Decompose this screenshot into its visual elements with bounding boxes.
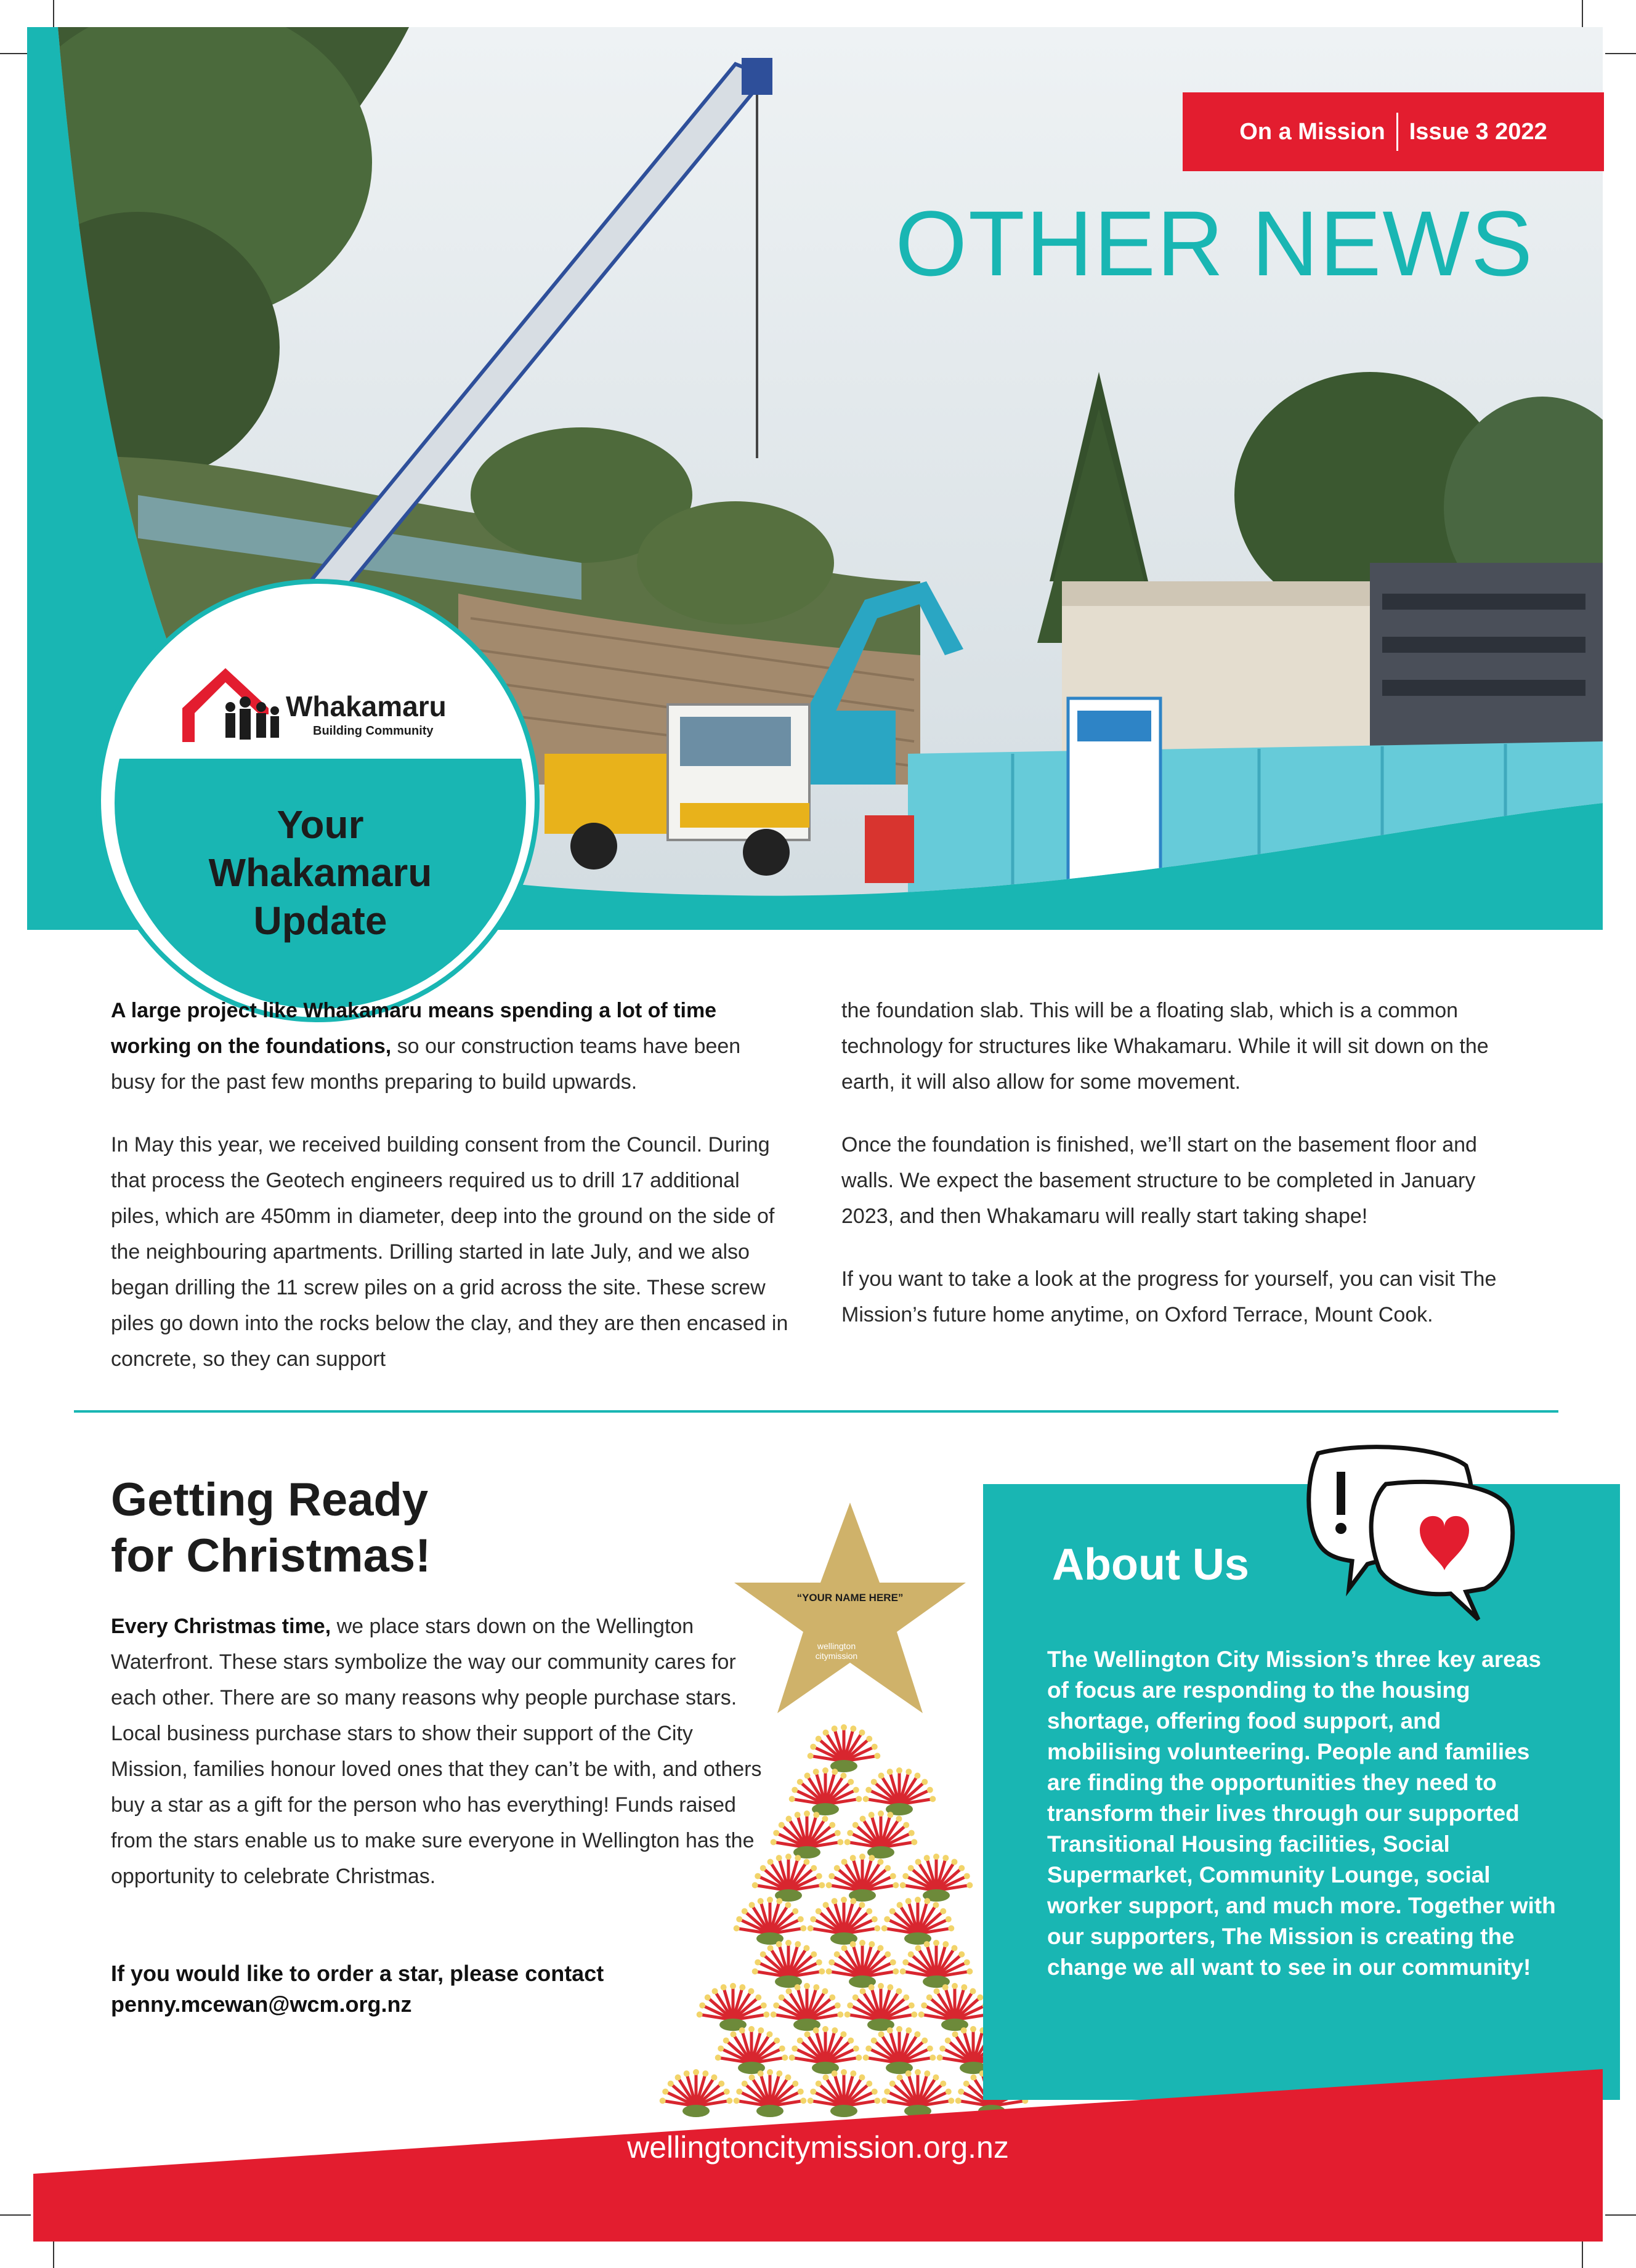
about-body: The Wellington City Mission’s three key areas of focus are responding to the housing shortage, offering food support, and mobilising volunteering. People and families are finding the opportunities they need to transform their lives through our supported Transitional Housing facilities, Social Supermarket, Community Lounge, social worker support, and much more. Together with our supporters, The Mission is creating the change we all want to see in our community! — [1047, 1647, 1556, 1980]
whakamaru-logo-icon — [176, 665, 287, 745]
pohutukawa-flower-icon — [789, 1767, 862, 1815]
christmas-heading-line: Getting Ready — [111, 1474, 429, 1526]
star-label: “YOUR NAME HERE” — [796, 1592, 904, 1604]
speech-bubble-heart-icon — [1294, 1435, 1528, 1644]
article-lead-rest: so our construction teams have been busy for the past few months preparing to build upwards. — [111, 1035, 741, 1094]
pohutukawa-flower-icon — [771, 1983, 844, 2031]
pohutukawa-flower-icon — [826, 1854, 899, 1902]
christmas-lead: Every Christmas time, — [111, 1615, 331, 1638]
star-icon — [734, 1503, 966, 1713]
badge-title: Your Whakamaru Update — [208, 802, 432, 943]
pohutukawa-flower-icon — [734, 1897, 807, 1945]
article-lead: A large project like Whakamaru means spending a lot of time working on the foundations, — [111, 999, 717, 1058]
pohutukawa-flower-icon — [697, 1983, 770, 2031]
christmas-heading — [111, 1472, 604, 1584]
star-logo-line: wellington — [817, 1641, 856, 1651]
article-paragraph: In May this year, we received building consent from the Council. During that process the Geotech engineers required us to drill 17 additional piles, which are 450mm in diameter, deep into the ground on the side of the neighbouring apartments. Drilling started in late July, and we also began drilling the 11 screw piles on a grid across the site. These screw piles go down into the rocks below the clay, and they are then encased in concrete, so they can support — [111, 1133, 788, 1371]
about-heading: About Us — [1052, 1540, 1249, 1589]
article-paragraph: If you want to take a look at the progress for yourself, you can visit The Mission’s future home anytime, on Oxford Terrace, Mount Cook. — [841, 1267, 1497, 1326]
crop-mark — [1582, 0, 1583, 31]
pohutukawa-flower-icon — [808, 1724, 881, 1772]
pohutukawa-flower-icon — [771, 1810, 844, 1858]
pohutukawa-flower-icon — [752, 1854, 825, 1902]
badge-inner-ring — [112, 595, 528, 1011]
christmas-lead-rest: we place stars down on the Wellington Waterfront. These stars symbolize the way our community cares for each other. There are so many reasons why people purchase stars. Local business purchase stars to show their support of the City Mission, families honour loved ones that they can’t be with, and others buy a star as a gift for the person who has everything! Funds raised from the stars enable us to make sure everyone in Wellington has the opportunity to celebrate Christmas. — [111, 1615, 762, 1888]
star-logo-line: citymission — [815, 1651, 858, 1661]
issue-label: Issue 3 2022 — [1409, 118, 1547, 145]
contact-email[interactable]: penny.mcewan@wcm.org.nz — [111, 1992, 412, 2017]
whakamaru-badge — [96, 579, 540, 1022]
page-title: OTHER NEWS — [895, 192, 1534, 295]
issue-banner — [1183, 92, 1604, 171]
pohutukawa-flower-icon — [918, 1983, 992, 2031]
article-paragraph: the foundation slab. This will be a floating slab, which is a common technology for structures like Whakamaru. While it will sit down on the earth, it will also allow for some movement. — [841, 999, 1489, 1094]
article-paragraph: Once the foundation is finished, we’ll start on the basement floor and walls. We expect the basement structure to be completed in January 2023, and then Whakamaru will really start taking shape! — [841, 1133, 1477, 1228]
footer-website-link[interactable]: wellingtoncitymission.org.nz — [627, 2130, 1009, 2165]
crop-mark — [1605, 53, 1636, 54]
banner-separator — [1396, 113, 1398, 151]
logo-tagline: Building Community — [313, 724, 434, 738]
crop-mark — [53, 0, 54, 31]
pohutukawa-flower-icon — [900, 1854, 973, 1902]
crop-mark — [0, 53, 31, 54]
badge-logo-area — [115, 597, 526, 759]
pohutukawa-flower-icon — [808, 1897, 881, 1945]
pohutukawa-flower-icon — [844, 1810, 918, 1858]
christmas-heading-line: for Christmas! — [111, 1530, 431, 1583]
pohutukawa-flower-icon — [881, 1897, 955, 1945]
section-divider — [74, 1410, 1558, 1413]
publication-name: On a Mission — [1239, 118, 1385, 145]
contact-prompt: If you would like to order a star, please contact — [111, 1961, 604, 1986]
logo-wordmark: Whakamaru — [286, 690, 447, 722]
article-column-left — [111, 993, 788, 1404]
article-paragraph — [111, 993, 788, 1100]
pohutukawa-flower-icon — [752, 1940, 825, 1988]
pohutukawa-flower-icon — [826, 1940, 899, 1988]
pohutukawa-flower-icon — [844, 1983, 918, 2031]
pohutukawa-flower-icon — [863, 1767, 936, 1815]
article-column-right — [841, 993, 1525, 1360]
pohutukawa-flower-icon — [900, 1940, 973, 1988]
